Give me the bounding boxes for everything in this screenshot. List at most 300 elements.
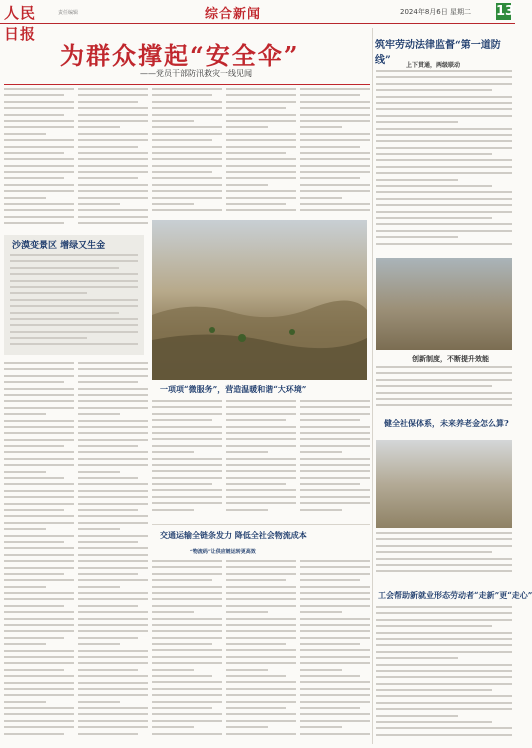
text-line [300, 579, 360, 581]
text-line [376, 204, 512, 206]
text-line [78, 503, 148, 505]
text-line [78, 509, 138, 511]
masthead-note: 责任编辑 [58, 10, 79, 16]
text-line [376, 159, 512, 161]
text-line [226, 649, 296, 651]
right-mid-body [376, 366, 512, 414]
text-line [300, 669, 342, 671]
feature-2-subtitle: “物流码”让供应链运转更高效 [190, 549, 256, 555]
text-line [152, 662, 222, 664]
text-line [78, 394, 148, 396]
text-line [300, 489, 370, 491]
text-line [152, 502, 222, 504]
text-line [4, 682, 74, 684]
text-line [300, 566, 370, 568]
text-line [376, 715, 458, 717]
text-line [152, 400, 222, 402]
text-line [4, 483, 74, 485]
text-line [226, 656, 296, 658]
left-body-col-1 [4, 362, 74, 742]
text-line [300, 502, 370, 504]
text-line [152, 445, 222, 447]
right-mid-body-2 [376, 532, 512, 582]
text-line [226, 477, 296, 479]
text-line [226, 400, 296, 402]
text-line [4, 688, 74, 690]
text-line [376, 230, 512, 232]
text-line [152, 669, 194, 671]
lead-body-col-5 [300, 88, 370, 218]
text-line [300, 624, 370, 626]
lead-body-col-2 [78, 88, 148, 228]
text-line [4, 669, 64, 671]
text-line [78, 598, 148, 600]
text-line [376, 185, 492, 187]
text-line [300, 592, 370, 594]
text-line [300, 586, 370, 588]
text-line [300, 464, 370, 466]
text-line [376, 191, 512, 193]
column-divider [372, 28, 373, 744]
text-line [300, 630, 370, 632]
text-line [152, 630, 222, 632]
text-line [78, 643, 120, 645]
text-line [376, 211, 512, 213]
text-line [152, 720, 222, 722]
text-line [78, 554, 148, 556]
text-line [376, 632, 512, 634]
text-line [226, 688, 296, 690]
text-line [300, 726, 342, 728]
text-line [376, 115, 512, 117]
text-line [226, 630, 296, 632]
text-line [376, 140, 512, 142]
text-line [226, 694, 296, 696]
text-line [4, 656, 74, 658]
text-line [376, 721, 492, 723]
text-line [376, 153, 492, 155]
text-line [300, 675, 360, 677]
text-line [376, 644, 512, 646]
lead-subhead: ——党员干部防汛救灾一线见闻 [140, 69, 252, 78]
text-line [4, 637, 64, 639]
text-line [4, 650, 74, 652]
text-line [300, 432, 370, 434]
text-line [78, 733, 138, 735]
text-line [226, 445, 296, 447]
text-line [4, 586, 46, 588]
text-line [78, 688, 148, 690]
text-line [4, 509, 64, 511]
text-line [376, 128, 512, 130]
text-line [226, 592, 296, 594]
text-line [376, 619, 512, 621]
text-line [376, 702, 512, 704]
text-line [226, 662, 296, 664]
right-top-title: 筑牢劳动法律监督“第一道防线” [375, 40, 501, 66]
text-line [376, 76, 512, 78]
text-line [300, 694, 370, 696]
text-line [78, 573, 138, 575]
text-line [78, 579, 148, 581]
text-line [300, 713, 370, 715]
text-line [300, 618, 370, 620]
text-line [300, 438, 370, 440]
text-line [300, 720, 370, 722]
center-lower-col-1 [152, 560, 222, 742]
text-line [226, 451, 268, 453]
text-line [300, 496, 370, 498]
text-line [152, 694, 222, 696]
text-line [78, 701, 120, 703]
text-line [4, 567, 74, 569]
text-line [152, 458, 222, 460]
text-line [152, 605, 222, 607]
right-top-subtitle: 上下贯通，两级联动 [406, 62, 461, 69]
right-subtitle-2: 创新制度，不断提升效能 [412, 354, 489, 363]
text-line [376, 102, 512, 104]
text-line [226, 701, 296, 703]
text-line [78, 490, 148, 492]
text-line [226, 573, 296, 575]
text-line [300, 483, 360, 485]
text-line [376, 217, 492, 219]
text-line [4, 413, 46, 415]
text-line [4, 432, 74, 434]
text-line [4, 394, 74, 396]
text-line [78, 464, 148, 466]
text-line [4, 388, 74, 390]
text-line [300, 451, 342, 453]
text-line [78, 586, 120, 588]
text-line [300, 643, 360, 645]
text-line [226, 586, 296, 588]
text-line [4, 407, 74, 409]
text-line [4, 554, 74, 556]
text-line [376, 166, 512, 168]
text-line [376, 198, 512, 200]
newspaper-logo: 人民日报 [4, 4, 37, 43]
text-line [300, 701, 370, 703]
text-line [78, 630, 148, 632]
center-body-col-2 [226, 400, 296, 520]
text-line [78, 388, 148, 390]
text-line [78, 420, 148, 422]
text-line [226, 464, 296, 466]
text-line [78, 682, 148, 684]
text-line [226, 470, 296, 472]
text-line [226, 605, 296, 607]
text-line [78, 656, 148, 658]
text-line [226, 643, 286, 645]
text-line [226, 426, 296, 428]
text-line [376, 70, 512, 72]
issue-date: 2024年8月6日 星期二 [400, 8, 471, 16]
text-line [4, 490, 74, 492]
text-line [78, 726, 148, 728]
text-line [78, 471, 120, 473]
text-line [226, 458, 296, 460]
text-line [376, 612, 512, 614]
text-line [78, 439, 148, 441]
text-line [4, 713, 74, 715]
right-bottom-body [376, 606, 512, 744]
text-line [4, 662, 74, 664]
text-line [376, 223, 512, 225]
lead-headline: 为群众撑起“安全伞” [60, 41, 300, 70]
text-line [152, 618, 222, 620]
text-line [4, 624, 74, 626]
text-line [78, 515, 148, 517]
text-line [78, 528, 120, 530]
text-line [78, 694, 148, 696]
text-line [78, 362, 148, 364]
text-line [78, 605, 138, 607]
text-line [300, 419, 360, 421]
text-line [152, 637, 222, 639]
text-line [226, 618, 296, 620]
text-line [152, 688, 222, 690]
text-line [4, 605, 64, 607]
text-line [376, 179, 458, 181]
text-line [300, 470, 370, 472]
text-line [152, 579, 212, 581]
text-line [4, 611, 74, 613]
divider [4, 84, 370, 85]
text-line [152, 624, 222, 626]
text-line [4, 547, 74, 549]
text-line [226, 496, 296, 498]
text-line [152, 426, 222, 428]
lead-body-col-3 [152, 88, 222, 218]
text-line [152, 611, 194, 613]
text-line [4, 522, 74, 524]
text-line [4, 439, 74, 441]
text-line [78, 560, 148, 562]
text-line [376, 683, 512, 685]
text-line [300, 413, 370, 415]
text-line [152, 713, 222, 715]
text-line [4, 720, 74, 722]
text-line [152, 496, 222, 498]
text-line [4, 381, 64, 383]
text-line [300, 406, 370, 408]
text-line [376, 147, 512, 149]
text-line [300, 560, 370, 562]
text-line [152, 643, 212, 645]
text-line [300, 681, 370, 683]
text-line [226, 489, 296, 491]
text-line [78, 713, 148, 715]
text-line [376, 538, 512, 540]
center-body-col-3 [300, 400, 370, 520]
text-line [376, 89, 492, 91]
text-line [376, 664, 512, 666]
text-line [226, 713, 296, 715]
text-line [226, 432, 296, 434]
text-line [226, 483, 286, 485]
text-line [376, 243, 512, 245]
text-line [300, 649, 370, 651]
feature-1-title: 一项项“微服务”，营造温暖和谐“大环境” [160, 384, 307, 394]
text-line [78, 547, 148, 549]
center-lower-col-2 [226, 560, 296, 742]
text-line [376, 392, 512, 394]
text-line [4, 451, 74, 453]
text-line [376, 708, 512, 710]
text-line [4, 515, 74, 517]
text-line [376, 379, 512, 381]
text-line [4, 694, 74, 696]
text-line [376, 734, 512, 736]
text-line [78, 451, 148, 453]
text-line [78, 650, 148, 652]
text-line [376, 532, 512, 534]
text-line [226, 579, 286, 581]
text-line [226, 669, 268, 671]
text-line [226, 413, 296, 415]
text-line [4, 400, 74, 402]
text-line [4, 630, 74, 632]
landscape-image [152, 220, 367, 380]
text-line [4, 733, 64, 735]
text-line [376, 606, 512, 608]
text-line [152, 586, 222, 588]
text-line [152, 701, 222, 703]
text-line [152, 438, 222, 440]
page-number-badge: 13 [496, 4, 515, 19]
text-line [78, 567, 148, 569]
lead-body-col-4 [226, 88, 296, 218]
lead-body-col-1 [4, 88, 74, 228]
text-line [226, 726, 268, 728]
text-line [226, 598, 296, 600]
text-line [376, 372, 512, 374]
right-bottom-title: 工会帮助新就业形态劳动者“走新”更“走心” [378, 590, 532, 600]
text-line [376, 657, 458, 659]
text-line [152, 419, 212, 421]
text-line [376, 236, 458, 238]
text-line [152, 470, 222, 472]
text-line [78, 618, 148, 620]
text-line [226, 560, 296, 562]
text-line [152, 707, 212, 709]
text-line [376, 551, 492, 553]
text-line [78, 707, 148, 709]
text-line [4, 598, 74, 600]
text-line [376, 404, 512, 406]
text-line [226, 707, 286, 709]
text-line [78, 407, 148, 409]
left-body-col-2 [78, 362, 148, 742]
text-line [4, 445, 64, 447]
text-line [152, 413, 222, 415]
text-line [376, 651, 512, 653]
text-line [4, 368, 74, 370]
text-line [376, 638, 512, 640]
text-line [78, 522, 148, 524]
text-line [4, 707, 74, 709]
text-line [152, 483, 212, 485]
text-line [152, 675, 212, 677]
text-line [152, 464, 222, 466]
text-line [300, 733, 370, 735]
text-line [376, 96, 512, 98]
section-title: 综合新闻 [205, 7, 262, 22]
text-line [152, 406, 222, 408]
feature-photo [152, 220, 367, 380]
text-line [226, 637, 296, 639]
text-line [152, 656, 222, 658]
text-line [226, 566, 296, 568]
text-line [4, 592, 74, 594]
text-line [226, 502, 296, 504]
text-line [78, 458, 148, 460]
text-line [4, 477, 64, 479]
text-line [152, 681, 222, 683]
text-line [376, 121, 458, 123]
right-photo-1 [376, 258, 512, 350]
right-mid-title: 健全社保体系，未来养老金怎么算? [384, 418, 509, 428]
text-line [152, 451, 194, 453]
right-photo-2 [376, 440, 512, 528]
text-line [152, 560, 222, 562]
text-line [4, 560, 74, 562]
text-line [376, 695, 512, 697]
text-line [4, 496, 74, 498]
text-line [78, 413, 120, 415]
text-line [300, 458, 370, 460]
text-line [4, 726, 74, 728]
text-line [152, 566, 222, 568]
text-line [78, 483, 148, 485]
text-line [4, 458, 74, 460]
text-line [226, 509, 268, 511]
text-line [300, 400, 370, 402]
text-line [152, 598, 222, 600]
sidebar-box-body [10, 254, 138, 352]
text-line [78, 720, 148, 722]
text-line [4, 643, 46, 645]
text-line [226, 406, 296, 408]
text-line [376, 676, 512, 678]
text-line [300, 477, 370, 479]
text-line [300, 445, 370, 447]
divider [152, 524, 370, 525]
text-line [78, 496, 148, 498]
text-line [226, 611, 268, 613]
text-line [376, 689, 492, 691]
text-line [152, 733, 222, 735]
text-line [4, 471, 46, 473]
text-line [78, 662, 148, 664]
text-line [376, 564, 512, 566]
text-line [376, 570, 512, 572]
text-line [4, 420, 74, 422]
text-line [4, 541, 64, 543]
text-line [4, 535, 74, 537]
text-line [4, 579, 74, 581]
text-line [300, 662, 370, 664]
text-line [4, 362, 74, 364]
text-line [4, 573, 64, 575]
text-line [376, 398, 512, 400]
text-line [4, 701, 46, 703]
text-line [78, 637, 138, 639]
text-line [300, 573, 370, 575]
text-line [78, 477, 138, 479]
text-line [376, 385, 492, 387]
